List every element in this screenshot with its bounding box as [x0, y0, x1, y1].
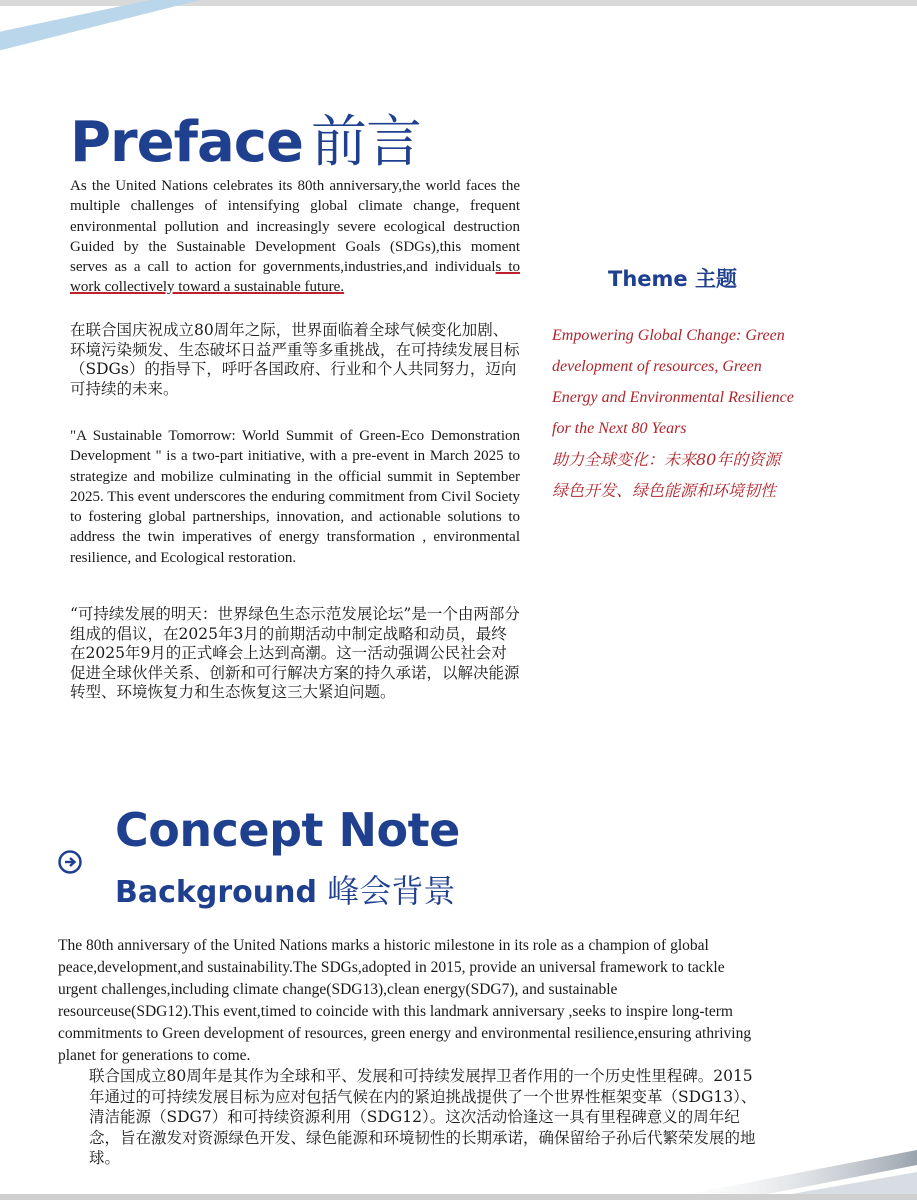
theme-line-1: Empowering Global Change: Green [552, 327, 785, 344]
preface-paragraph-2-en [70, 426, 520, 568]
background-paragraph-en [58, 935, 758, 1067]
background-subtitle [115, 866, 455, 912]
preface-title-en: Preface [70, 110, 303, 175]
corner-swoosh-decoration [617, 1110, 917, 1200]
preface-para1-en-underlined: s to work collectively toward a sustainable future. [70, 259, 520, 296]
theme-title: Theme 主题 [608, 267, 737, 291]
theme-statement [552, 320, 892, 506]
theme-line-5: 助力全球变化：未来80年的资源 [552, 450, 781, 469]
preface-title-zh: 前言 [310, 110, 421, 175]
theme-line-3: Energy and Environmental Resilience [552, 389, 794, 406]
background-subtitle-zh: 峰会背景 [327, 872, 456, 910]
theme-line-2: development of resources, Green [552, 358, 762, 375]
theme-line-6: 绿色开发、绿色能源和环境韧性 [552, 481, 777, 500]
corner-stripe-decoration [0, 0, 230, 70]
arrow-circle-icon [57, 849, 83, 875]
background-para-zh-text: 联合国成立80周年是其作为全球和平、发展和可持续发展捍卫者作用的一个历史性里程碑。2015年通过的可持续发展目标为应对包括气候在内的紧迫挑战提供了一个世界性框架变革（SDG13）、清洁能源（SDG7）和可持续资源利用（SDG12）。这次活动恰逢这一具有里程碑意义的周年纪念，旨在激发对资源绿色开发、绿色能源和环境韧性的长期承诺，确保留给子孙后代繁荣发展的地球。 [89, 1067, 757, 1167]
bottom-edge-bar [0, 1194, 917, 1200]
theme-line-4: for the Next 80 Years [552, 420, 687, 437]
preface-paragraph-2-zh [70, 605, 520, 703]
background-subtitle-en: Background [115, 875, 317, 910]
preface-para1-zh-text: 在联合国庆祝成立80周年之际，世界面临着全球气候变化加剧、环境污染频发、生态破坏日益严重等多重挑战，在可持续发展目标（SDGs）的指导下，呼吁各国政府、行业和个人共同努力，迈向可持续的未来。 [70, 321, 520, 398]
preface-para2-zh-text: “可持续发展的明天：世界绿色生态示范发展论坛”是一个由两部分组成的倡议，在2025年3月的前期活动中制定战略和动员，最终在2025年9月的正式峰会上达到高潮。这一活动强调公民社会对促进全球伙伴关系、创新和可行解决方案的持久承诺，以解决能源转型、环境恢复力和生态恢复这三大紧迫问题。 [70, 605, 520, 701]
preface-title [70, 98, 421, 178]
preface-para1-en-text: As the United Nations celebrates its 80th anniversary,the world faces the multiple challenges of intensifying global climate change, frequent environmental pollution and increasingly severe ecological destruction Guided by the Sustainable Development Goals (SDGs),this moment serves as a call to action for governments,industries,and individual [70, 178, 520, 276]
preface-para2-en-text: "A Sustainable Tomorrow: World Summit of Green-Eco Demonstration Development " is a two-part initiative, with a pre-event in March 2025 to strategize and mobilize culminating in the official summit in September 2025. This event underscores the enduring commitment from Civil Society to fostering global partnerships, innovation, and actionable solutions to address the twin imperatives of energy transformation , environmental resilience, and Ecological restoration. [70, 428, 520, 566]
preface-paragraph-1-zh [70, 321, 520, 399]
preface-paragraph-1-en [70, 176, 520, 298]
concept-note-title: Concept Note [115, 803, 460, 857]
background-para-en-text: The 80th anniversary of the United Nations marks a historic milestone in its role as a champion of global peace,development,and sustainability.The SDGs,adopted in 2015, provide an universal framework to tackle urgent challenges,including climate change(SDG13),clean energy(SDG7), and sustainable resourceuse(SDG12).This event,timed to coincide with this landmark anniversary ,seeks to inspire long-term commitments to Green development of resources, green energy and environmental resilience,ensuring athriving planet for generations to come. [58, 937, 752, 1064]
